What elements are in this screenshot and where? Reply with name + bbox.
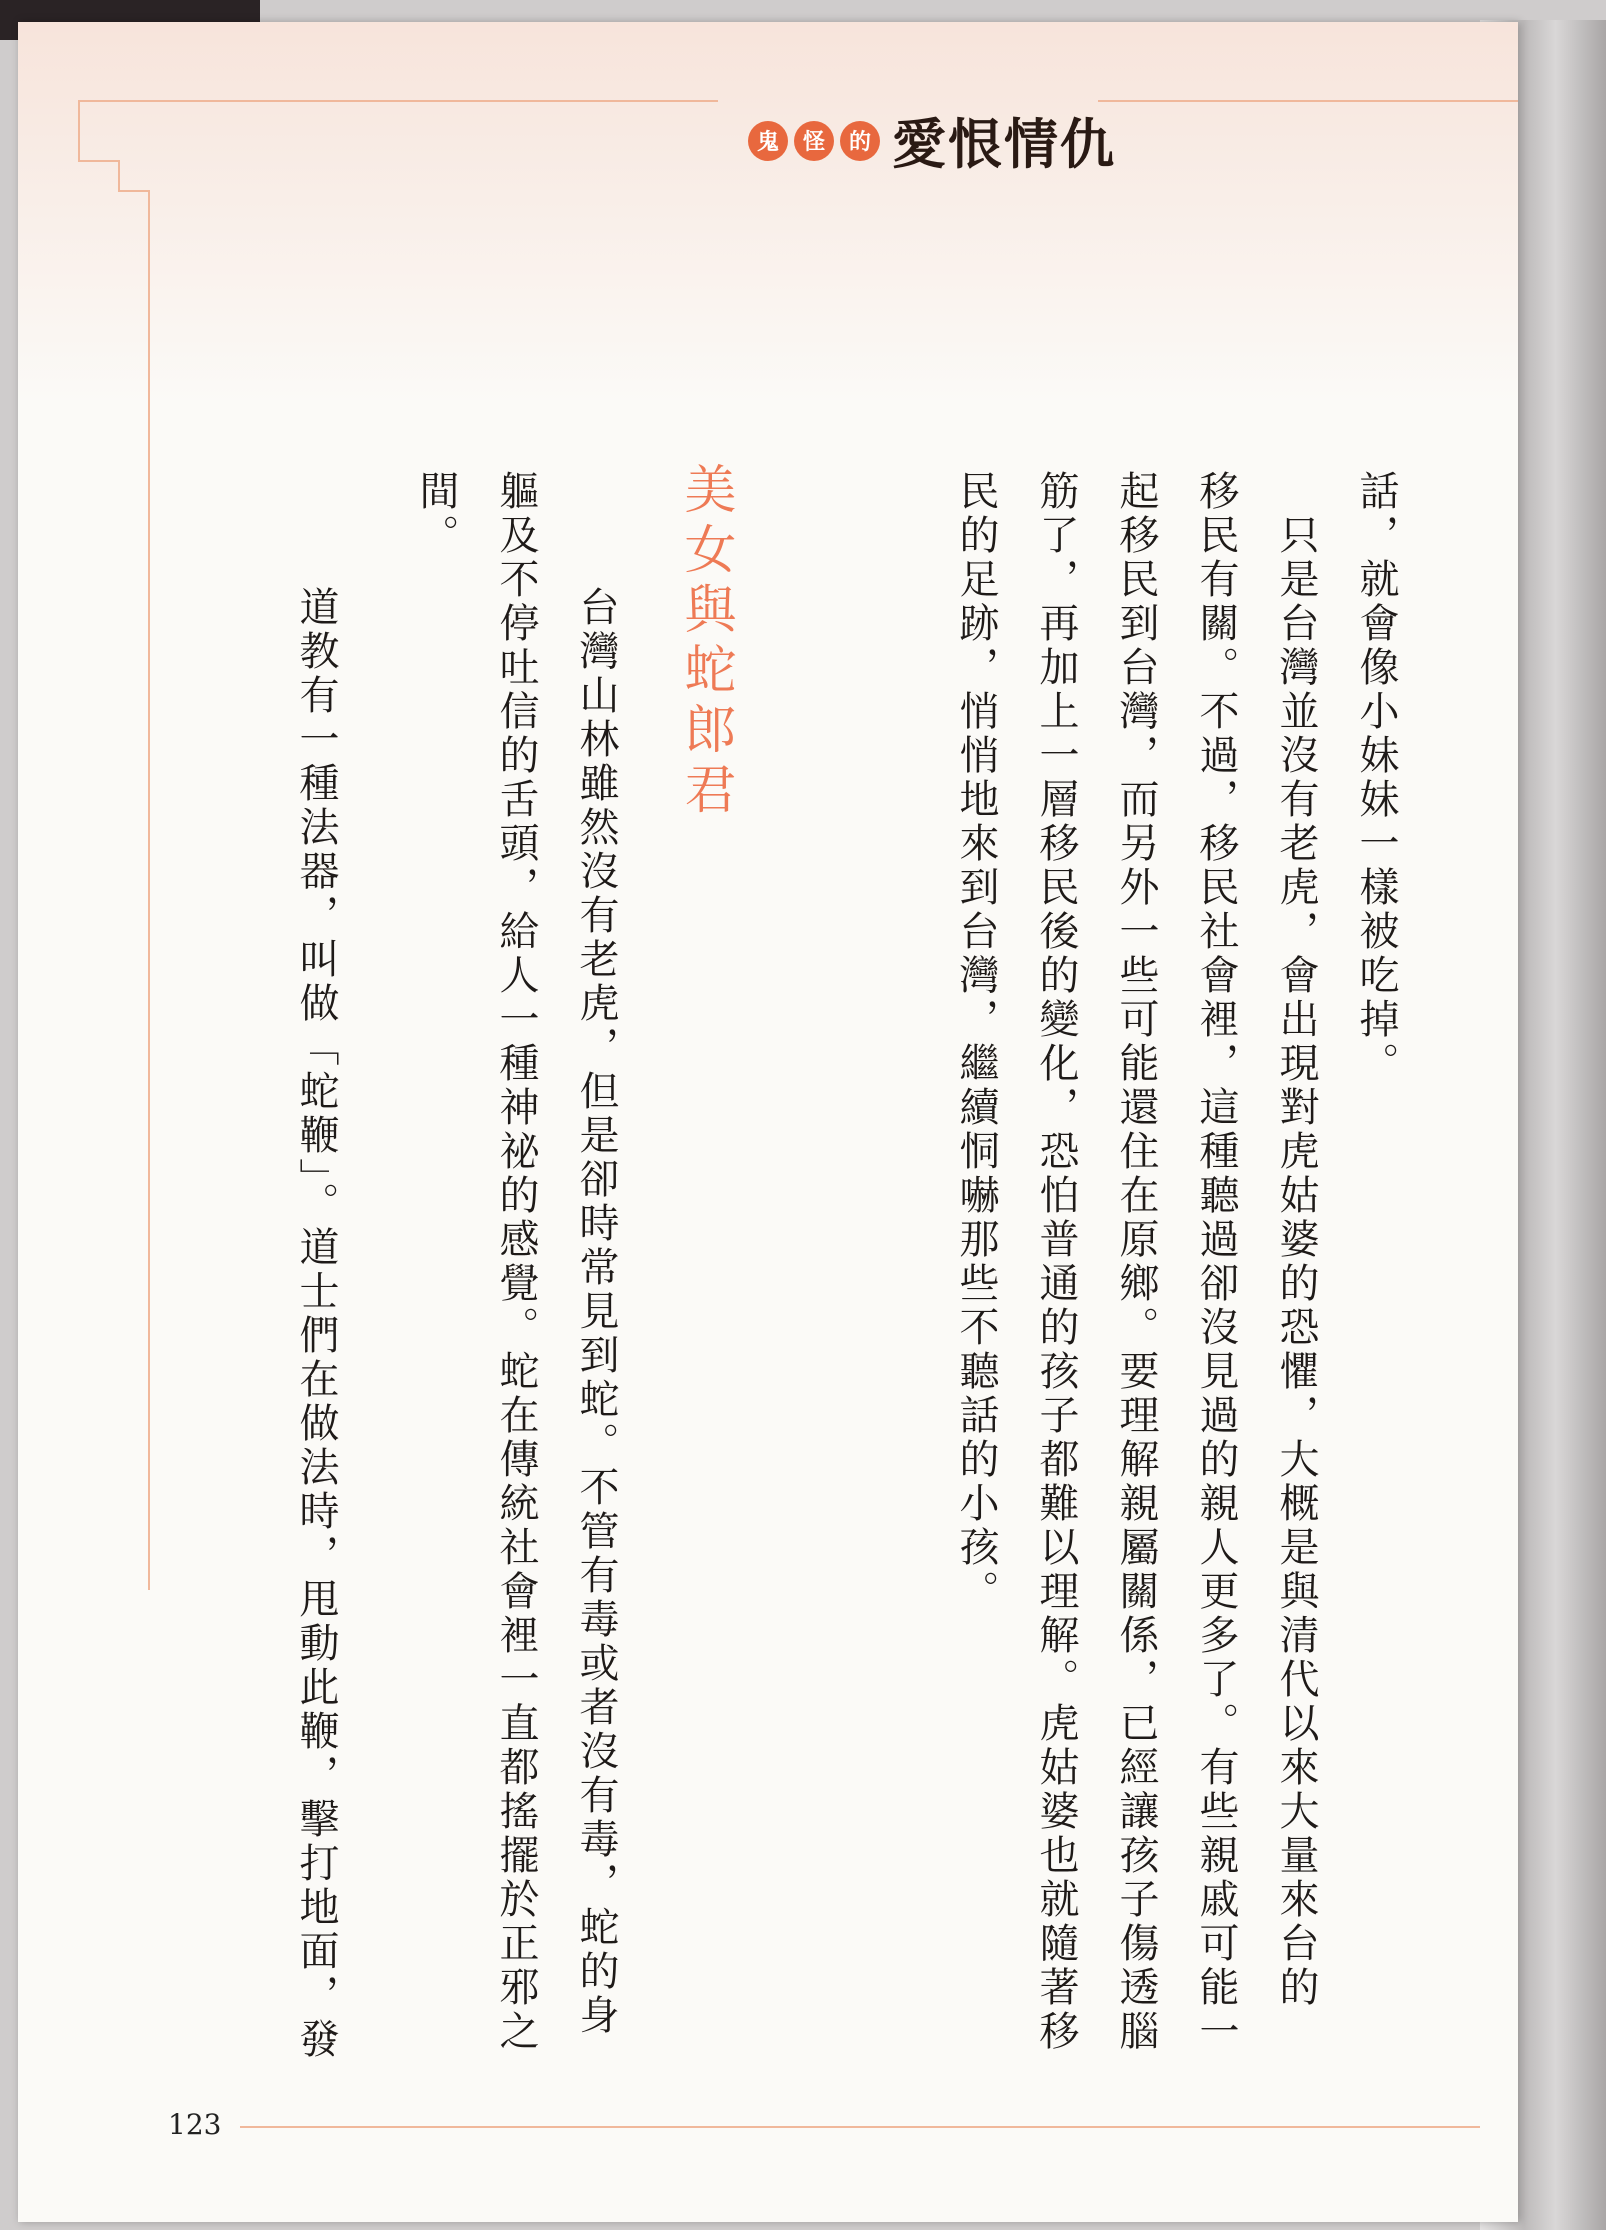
series-title: 愛恨情仇 [892,113,1116,176]
text-column-2: 只是台灣並沒有老虎，會出現對虎姑婆的恐懼，大概是與清代以來大量來台的 [1273,470,1319,2010]
page-number: 123 [168,2108,222,2141]
text-column-6: 民的足跡，悄悄地來到台灣，繼續恫嚇那些不聽話的小孩。 [953,470,999,1614]
section-column-4: 道教有一種法器，叫做「蛇鞭」。道士們在做法時，甩動此鞭，擊打地面，發 [293,542,339,2062]
running-header [748,102,1116,179]
header-rule-left [78,100,718,102]
series-circle-2: 怪 [794,121,834,161]
section-column-1: 台灣山林雖然沒有老虎，但是卻時常見到蛇。不管有毒或者沒有毒，蛇的身 [573,542,619,2038]
section-column-2: 軀及不停吐信的舌頭，給人一種神祕的感覺。蛇在傳統社會裡一直都搖擺於正邪之 [493,470,539,2054]
section-heading: 美女與蛇郎君 [675,462,735,822]
text-column-4: 起移民到台灣，而另外一些可能還住在原鄉。要理解親屬關係，已經讓孩子傷透腦 [1113,470,1159,2054]
header-corner-frame-inner [118,160,150,192]
header-corner-frame [78,100,120,162]
page-header-tint [18,22,1518,402]
left-margin-rule [148,190,150,1590]
section-column-3: 間。 [413,470,459,558]
text-column-3: 移民有關。不過，移民社會裡，這種聽過卻沒見過的親人更多了。有些親戚可能一 [1193,470,1239,2054]
footer-rule [240,2126,1480,2128]
series-circle-1: 鬼 [748,121,788,161]
book-page [18,22,1518,2222]
text-column-5: 筋了，再加上一層移民後的變化，恐怕普通的孩子都難以理解。虎姑婆也就隨著移 [1033,470,1079,2054]
series-circle-3: 的 [840,121,880,161]
text-column-1: 話，就會像小妹妹一樣被吃掉。 [1353,470,1399,1086]
header-rule-right [1098,100,1518,102]
